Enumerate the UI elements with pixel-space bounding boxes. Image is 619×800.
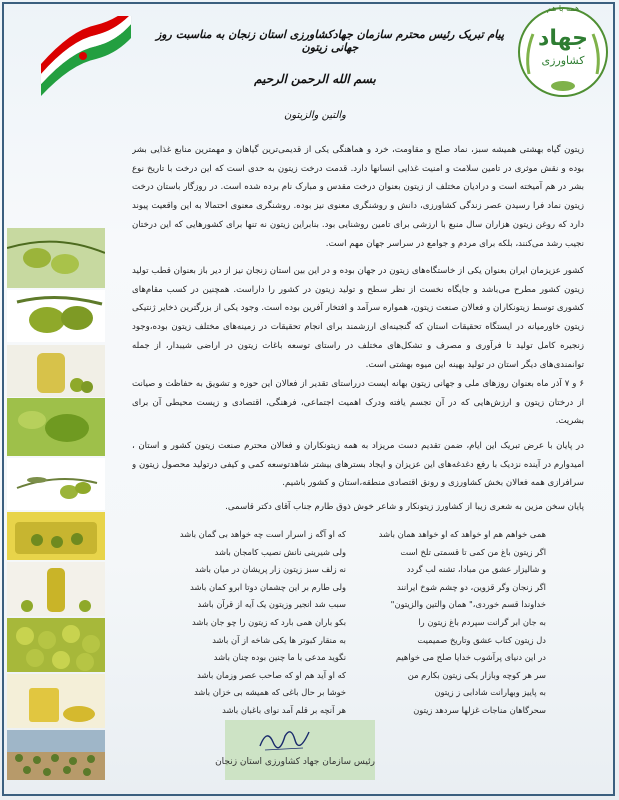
olive-orchard-photo xyxy=(7,730,105,780)
poem-line: که او آید هم او که صاحب عصر وزمان باشد xyxy=(197,669,346,680)
olive-grove-photo xyxy=(7,398,105,456)
poem-line: خداوندا قسم خوردی،" همان والتین والزیتون" xyxy=(390,599,546,610)
poem-line: خوشا بر حال باغی که همیشه بی خزان باشد xyxy=(193,687,346,698)
poem-line: به پاییز وبهارانت شادابی ز زیتون xyxy=(434,687,546,698)
poem-line: دل زیتون کتاب عشق وتاریخ صمیمیت xyxy=(417,634,546,645)
quran-verse: والتین والزیتون xyxy=(284,110,346,121)
bismillah-heading: بسم الله الرحمن الرحیم xyxy=(254,72,376,86)
poem-line: ولی طارم بر این چشمان دوتا ابرو کمان باشد xyxy=(190,581,346,592)
olive-sprig-photo xyxy=(7,458,105,510)
poem-line: همی خواهم هم او خواهد که او خواهد همان باشد xyxy=(378,529,546,539)
iran-flag-icon xyxy=(36,16,136,96)
poem-line: سبب شد انجیر وزیتون یک آیه از قرآن باشد xyxy=(197,599,346,610)
logo-main-text: جهاد xyxy=(538,26,588,51)
paragraph-5: پایان سخن مزین به شعری زیبا از کشاورز زیتونکار و شاعر خوش ذوق طارم جناب آقای دکتر قاسمی. xyxy=(225,502,584,512)
poem-line: در این دنیای پرآشوب خدایا صلح می خواهیم xyxy=(395,652,546,663)
olive-pile-photo xyxy=(7,618,105,672)
olive-oil-bottle-photo xyxy=(7,562,105,616)
poem-line: اگر زیتون باغ من کمی تا قسمتی تلخ است xyxy=(400,546,546,557)
green-olives-photo xyxy=(7,290,105,342)
poem-line: سر هر کوچه وبازار یکی زیتون بکارم من xyxy=(407,669,546,680)
poem-line: به منقار کبوتر ها یکی شاخه از آن باشد xyxy=(212,634,346,645)
signature-title: رئیس سازمان جهاد کشاورزی استان زنجان xyxy=(215,757,375,767)
paragraph-3: ۶ و ۷ آذر ماه بعنوان روزهای ملی و جهانی زیتون بهانه ایست درراستای تقدیر از فعالان این حوزه و تشویق به حفاظت و صیانت از درختان زیتون و ارزش‌هایی که در آن تجسم یافته ودرک اهمیت اجتماعی، فرهنگی، اقتصادی و زیست محیطی آن برای بشریت. xyxy=(132,379,584,427)
poem-line: هر آنچه بر قلم آمد نوای باغبان باشد xyxy=(222,704,346,715)
paragraph-2: کشور عزیزمان ایران بعنوان یکی از خاستگاه‌های زیتون در جهان بوده و در این بین استان زنجان نیز از دیر باز بعنوان قطب تولید زیتون کشور مطرح می‌باشد و جایگاه نخست از نظر سطح و تولید زیتون در کشور را داراست. همچنین در کسب مقام‌های کشوری توسط زیتونکاران و فعالان صنعت زیتون، همواره سرآمد و افتخار آفرین بوده است. وجود یکی از بزرگترین ذخایر ژنتیکی زیتون خاورمیانه در ایستگاه تحقیقات استان که گنجینه‌ای ارزشمند برای انجام تحقیقات در زمینه‌های مختلف زیتون بوده،وجود زنجیره کامل تولید تا فرآوری و مصرف و تشکل‌های مختلف در راستای توسعه باغات زیتون در اراضی شیبدار، از جمله توانمندی‌های دیگر استان در تولید بهینه این میوه بهشتی است. xyxy=(132,266,584,370)
poem-line: نه زلف سبز زیتون زار پریشان در میان باشد xyxy=(194,564,346,575)
poem-line: ولی شیرینی نانش نصیب کامجان باشد xyxy=(214,546,346,557)
olive-oil-jar-photo xyxy=(7,345,105,397)
poem-line: به جان ابر گرانت سپردم باغ زیتون را xyxy=(418,616,546,627)
poem-line: سحرگاهان مناجات غزلها سردهد زیتون xyxy=(413,704,546,715)
olive-oil-glass-photo xyxy=(7,674,105,728)
jahad-keshavarzi-logo xyxy=(515,4,611,100)
poem-line: و شالیزار عشق من مبادا، تشنه لب گردد xyxy=(406,564,546,575)
pickled-olives-jar-photo xyxy=(7,512,105,560)
handwritten-signature-icon xyxy=(255,722,315,754)
poem-line: بکو باران همی بارد که زیتون را چو جان باشد xyxy=(192,616,346,627)
poem-line: اگر زنجان وگر قزوین، دو چشم شوخ ایرانند xyxy=(397,581,546,592)
page-title: پیام تبریک رئیس محترم سازمان جهادکشاورزی استان زنجان به مناسبت روز جهانی زیتون xyxy=(155,28,505,54)
poem-left-column xyxy=(156,526,346,720)
poem-line: که او آگه ز اسرار است چه خواهد بی گمان باشد xyxy=(179,529,346,539)
poem-line: نگوید مدعی با ما چنین بوده چنان باشد xyxy=(213,652,346,663)
logo-top-text: همه با هم xyxy=(546,4,580,13)
poem-right-column xyxy=(356,526,546,720)
paragraph-1: زیتون گیاه بهشتی همیشه سبز، نماد صلح و مقاومت، خرد و هماهنگی یکی از قدیمی‌ترین گیاهان و مهمترین منابع غذایی بشر بوده و نقش موثری در تامین سلامت و امنیت غذایی انسانها دارد. قدمت درخت زیتون به حدی است که این درخت با تاریخ نوع بشر در هم آمیخته است و درادیان مختلف از زیتون بعنوان درخت مقدس و مبارک نام برده شده است. در روزگار باستان درخت زیتون نماد فرا رسیدن عصر زندگی کشاورزی، دانش و روشنگری معنوی نیز بوده. روشنگری معنوی احتمالا به این واقعیت پیوند دارد که روغن زیتون هزاران سال منبع با ارزشی برای تامین روشنایی بود. بنابراین زیتون نه تنها برای کشورهایی که این درختان نجیب رشد می‌کنند، بلکه برای مردم و جوامع در سراسر جهان مهم است. xyxy=(132,145,584,249)
logo-sub-text: کشاورزی xyxy=(541,54,585,67)
paragraph-4: در پایان با عرض تبریک این ایام، ضمن تقدیم دست مریزاد به همه زیتونکاران و فعالان محترم صنعت زیتون کشور و استان ، امیدوارم در آینده نزدیک با رفع دغدغه‌های این عزیزان و ایجاد بسترهای بیشتر شاهدتوسعه کمی و کیفی درتولید محصول زیتون و سرافرازی همه فعالان بخش کشاورزی و رونق اقتصادی منطقه،استان و کشور باشیم. xyxy=(132,441,584,489)
olive-branch-photo xyxy=(7,228,105,288)
